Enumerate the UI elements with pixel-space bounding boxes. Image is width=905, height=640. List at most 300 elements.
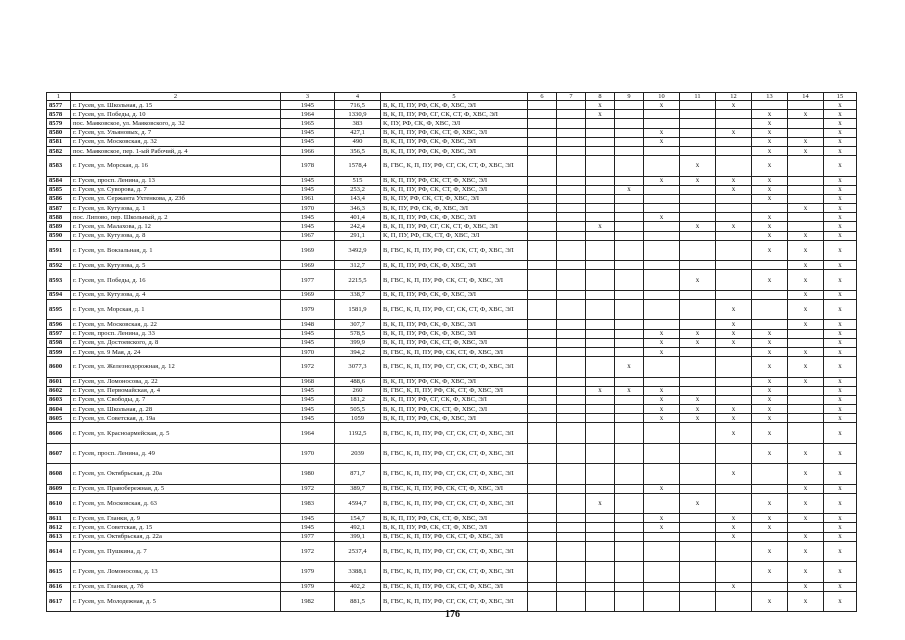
- empty-cell-col-11: [680, 357, 716, 377]
- table-row: [47, 185, 857, 194]
- address-cell: г. Гусев, просп. Ленина, д. 13: [71, 176, 281, 185]
- mark-cell-col-12: x: [716, 176, 752, 185]
- mark-cell-col-11: x: [680, 176, 716, 185]
- record-number: 8577: [47, 101, 71, 110]
- table-row: [47, 110, 857, 119]
- mark-cell-col-15: x: [824, 582, 857, 591]
- empty-cell-col-11: [680, 204, 716, 213]
- mark-cell-col-12: x: [716, 320, 752, 329]
- mark-cell-col-14: x: [788, 484, 824, 493]
- year-cell: 1945: [281, 213, 335, 222]
- empty-cell-col-9: [615, 261, 644, 270]
- works-list-cell: В, К, П, ПУ, РФ, СК, Ф, ХВС, ЭЛ: [381, 329, 528, 338]
- year-cell: 1969: [281, 261, 335, 270]
- table-row: [47, 357, 857, 377]
- table-row: [47, 156, 857, 176]
- empty-cell-col-6: [528, 423, 557, 443]
- year-cell: 1977: [281, 270, 335, 290]
- mark-cell-col-12: x: [716, 338, 752, 347]
- empty-cell-col-11: [680, 194, 716, 203]
- empty-cell-col-8: [586, 299, 615, 319]
- empty-cell-col-10: [644, 204, 680, 213]
- record-number: 8617: [47, 591, 71, 611]
- mark-cell-col-13: x: [752, 240, 788, 260]
- year-cell: 1972: [281, 357, 335, 377]
- empty-cell-col-12: [716, 204, 752, 213]
- table-row: [47, 405, 857, 414]
- empty-cell-col-6: [528, 128, 557, 137]
- record-number: 8594: [47, 290, 71, 299]
- mark-cell-col-13: x: [752, 146, 788, 155]
- mark-cell-col-8: x: [586, 101, 615, 110]
- empty-cell-col-7: [557, 464, 586, 484]
- empty-cell-col-9: [615, 395, 644, 404]
- mark-cell-col-14: x: [788, 514, 824, 523]
- mark-cell-col-10: x: [644, 523, 680, 532]
- year-cell: 1979: [281, 562, 335, 582]
- mark-cell-col-15: x: [824, 414, 857, 423]
- table-row: [47, 514, 857, 523]
- mark-cell-col-13: x: [752, 562, 788, 582]
- empty-cell-col-8: [586, 405, 615, 414]
- column-header-1: 1: [47, 93, 71, 101]
- empty-cell-col-12: [716, 137, 752, 146]
- empty-cell-col-12: [716, 156, 752, 176]
- table-row: [47, 464, 857, 484]
- year-cell: 1945: [281, 414, 335, 423]
- area-cell: 881,5: [335, 591, 381, 611]
- year-cell: 1945: [281, 338, 335, 347]
- empty-cell-col-8: [586, 395, 615, 404]
- mark-cell-col-12: x: [716, 405, 752, 414]
- empty-cell-col-13: [752, 290, 788, 299]
- empty-cell-col-7: [557, 423, 586, 443]
- mark-cell-col-11: x: [680, 414, 716, 423]
- works-list-cell: В, К, П, ПУ, РФ, СК, Ф, ХВС, ЭЛ: [381, 261, 528, 270]
- record-number: 8601: [47, 377, 71, 386]
- table-row: [47, 395, 857, 404]
- year-cell: 1978: [281, 156, 335, 176]
- works-list-cell: В, ГВС, К, П, ПУ, РФ, СГ, СК, СТ, Ф, ХВС, ЭЛ: [381, 299, 528, 319]
- works-list-cell: К, П, ПУ, РФ, СК, СТ, Ф, ХВС, ЭЛ: [381, 231, 528, 240]
- empty-cell-col-11: [680, 562, 716, 582]
- works-list-cell: В, ГВС, К, П, ПУ, РФ, СК, СТ, Ф, ХВС, ЭЛ: [381, 386, 528, 395]
- empty-cell-col-11: [680, 386, 716, 395]
- record-number: 8600: [47, 357, 71, 377]
- column-header-12: 12: [716, 93, 752, 101]
- empty-cell-col-10: [644, 357, 680, 377]
- record-number: 8608: [47, 464, 71, 484]
- works-list-cell: В, ГВС, К, П, ПУ, РФ, СК, СТ, Ф, ХВС, ЭЛ: [381, 347, 528, 356]
- empty-cell-col-12: [716, 146, 752, 155]
- address-cell: г. Гусев, ул. Кутузова, д. 4: [71, 290, 281, 299]
- table-row: [47, 222, 857, 231]
- mark-cell-col-13: x: [752, 423, 788, 443]
- mark-cell-col-15: x: [824, 320, 857, 329]
- area-cell: 3077,3: [335, 357, 381, 377]
- empty-cell-col-6: [528, 464, 557, 484]
- empty-cell-col-7: [557, 523, 586, 532]
- mark-cell-col-10: x: [644, 414, 680, 423]
- table-row: [47, 204, 857, 213]
- empty-cell-col-9: [615, 204, 644, 213]
- mark-cell-col-13: x: [752, 377, 788, 386]
- mark-cell-col-15: x: [824, 464, 857, 484]
- empty-cell-col-7: [557, 128, 586, 137]
- mark-cell-col-14: x: [788, 493, 824, 513]
- empty-cell-col-13: [752, 261, 788, 270]
- empty-cell-col-7: [557, 405, 586, 414]
- mark-cell-col-10: x: [644, 347, 680, 356]
- record-number: 8578: [47, 110, 71, 119]
- empty-cell-col-12: [716, 261, 752, 270]
- works-list-cell: В, К, П, ПУ, РФ, СК, СТ, Ф, ХВС, ЭЛ: [381, 405, 528, 414]
- empty-cell-col-10: [644, 119, 680, 128]
- empty-cell-col-11: [680, 523, 716, 532]
- empty-cell-col-8: [586, 377, 615, 386]
- record-number: 8593: [47, 270, 71, 290]
- mark-cell-col-13: x: [752, 338, 788, 347]
- empty-cell-col-11: [680, 532, 716, 541]
- empty-cell-col-10: [644, 261, 680, 270]
- mark-cell-col-13: x: [752, 128, 788, 137]
- year-cell: 1945: [281, 386, 335, 395]
- works-list-cell: В, ГВС, К, П, ПУ, РФ, СГ, СК, СТ, Ф, ХВС, ЭЛ: [381, 493, 528, 513]
- empty-cell-col-14: [788, 194, 824, 203]
- column-header-15: 15: [824, 93, 857, 101]
- empty-cell-col-12: [716, 443, 752, 463]
- empty-cell-col-11: [680, 484, 716, 493]
- empty-cell-col-6: [528, 299, 557, 319]
- year-cell: 1945: [281, 101, 335, 110]
- area-cell: 488,6: [335, 377, 381, 386]
- empty-cell-col-11: [680, 261, 716, 270]
- empty-cell-col-14: [788, 329, 824, 338]
- empty-cell-col-14: [788, 338, 824, 347]
- empty-cell-col-10: [644, 541, 680, 561]
- works-list-cell: В, ГВС, К, П, ПУ, РФ, СК, СТ, Ф, ХВС, ЭЛ: [381, 270, 528, 290]
- empty-cell-col-10: [644, 156, 680, 176]
- record-number: 8586: [47, 194, 71, 203]
- empty-cell-col-8: [586, 423, 615, 443]
- empty-cell-col-11: [680, 423, 716, 443]
- empty-cell-col-12: [716, 270, 752, 290]
- mark-cell-col-15: x: [824, 523, 857, 532]
- mark-cell-col-15: x: [824, 156, 857, 176]
- empty-cell-col-12: [716, 377, 752, 386]
- column-header-7: 7: [557, 93, 586, 101]
- record-number: 8598: [47, 338, 71, 347]
- mark-cell-col-12: x: [716, 329, 752, 338]
- mark-cell-col-14: x: [788, 146, 824, 155]
- area-cell: 490: [335, 137, 381, 146]
- mark-cell-col-15: x: [824, 128, 857, 137]
- empty-cell-col-9: [615, 582, 644, 591]
- year-cell: 1970: [281, 443, 335, 463]
- address-cell: г. Гусев, ул. Ломоносова, д. 13: [71, 562, 281, 582]
- mark-cell-col-8: x: [586, 493, 615, 513]
- empty-cell-col-11: [680, 119, 716, 128]
- empty-cell-col-7: [557, 386, 586, 395]
- empty-cell-col-12: [716, 194, 752, 203]
- mark-cell-col-15: x: [824, 347, 857, 356]
- record-number: 8591: [47, 240, 71, 260]
- record-number: 8590: [47, 231, 71, 240]
- mark-cell-col-11: x: [680, 156, 716, 176]
- mark-cell-col-12: x: [716, 414, 752, 423]
- empty-cell-col-9: [615, 119, 644, 128]
- empty-cell-col-7: [557, 222, 586, 231]
- area-cell: 154,7: [335, 514, 381, 523]
- empty-cell-col-14: [788, 414, 824, 423]
- table-row: [47, 338, 857, 347]
- address-cell: г. Гусев, ул. Ломоносова, д. 22: [71, 377, 281, 386]
- empty-cell-col-14: [788, 423, 824, 443]
- area-cell: 338,7: [335, 290, 381, 299]
- year-cell: 1980: [281, 464, 335, 484]
- year-cell: 1970: [281, 347, 335, 356]
- mark-cell-col-15: x: [824, 541, 857, 561]
- empty-cell-col-6: [528, 137, 557, 146]
- empty-cell-col-8: [586, 320, 615, 329]
- mark-cell-col-13: x: [752, 414, 788, 423]
- column-header-10: 10: [644, 93, 680, 101]
- area-cell: 1192,5: [335, 423, 381, 443]
- address-cell: г. Гусев, ул. Школьная, д. 15: [71, 101, 281, 110]
- mark-cell-col-14: x: [788, 541, 824, 561]
- address-cell: г. Гусев, просп. Ленина, д. 33: [71, 329, 281, 338]
- area-cell: 307,7: [335, 320, 381, 329]
- empty-cell-col-9: [615, 101, 644, 110]
- mark-cell-col-15: x: [824, 299, 857, 319]
- empty-cell-col-7: [557, 514, 586, 523]
- empty-cell-col-6: [528, 176, 557, 185]
- empty-cell-col-7: [557, 194, 586, 203]
- works-list-cell: В, К, П, ПУ, РФ, СК, СТ, Ф, ХВС, ЭЛ: [381, 523, 528, 532]
- table-row: [47, 213, 857, 222]
- mark-cell-col-13: x: [752, 119, 788, 128]
- empty-cell-col-14: [788, 222, 824, 231]
- mark-cell-col-15: x: [824, 176, 857, 185]
- empty-cell-col-8: [586, 582, 615, 591]
- empty-cell-col-6: [528, 347, 557, 356]
- address-cell: г. Гусев, ул. Морская, д. 1: [71, 299, 281, 319]
- record-number: 8611: [47, 514, 71, 523]
- table-row: [47, 484, 857, 493]
- area-cell: 578,5: [335, 329, 381, 338]
- mark-cell-col-14: x: [788, 591, 824, 611]
- table-row: [47, 270, 857, 290]
- address-cell: г. Гусев, ул. Железнодорожная, д. 12: [71, 357, 281, 377]
- mark-cell-col-15: x: [824, 185, 857, 194]
- empty-cell-col-12: [716, 541, 752, 561]
- empty-cell-col-6: [528, 240, 557, 260]
- works-list-cell: В, ГВС, К, П, ПУ, РФ, СК, СТ, Ф, ХВС, ЭЛ: [381, 532, 528, 541]
- empty-cell-col-14: [788, 523, 824, 532]
- area-cell: 402,2: [335, 582, 381, 591]
- mark-cell-col-13: x: [752, 357, 788, 377]
- record-number: 8592: [47, 261, 71, 270]
- works-list-cell: В, К, П, ПУ, РФ, СК, Ф, ХВС, ЭЛ: [381, 377, 528, 386]
- empty-cell-col-8: [586, 443, 615, 463]
- works-list-cell: В, ГВС, К, П, ПУ, РФ, СГ, СК, СТ, Ф, ХВС, ЭЛ: [381, 443, 528, 463]
- table-row: [47, 128, 857, 137]
- empty-cell-col-7: [557, 320, 586, 329]
- empty-cell-col-10: [644, 194, 680, 203]
- mark-cell-col-15: x: [824, 377, 857, 386]
- table-row: [47, 493, 857, 513]
- column-header-5: 5: [381, 93, 528, 101]
- empty-cell-col-8: [586, 240, 615, 260]
- address-cell: г. Гусев, ул. Первомайская, д. 4: [71, 386, 281, 395]
- mark-cell-col-15: x: [824, 270, 857, 290]
- year-cell: 1964: [281, 110, 335, 119]
- column-header-6: 6: [528, 93, 557, 101]
- area-cell: 260: [335, 386, 381, 395]
- mark-cell-col-15: x: [824, 514, 857, 523]
- empty-cell-col-6: [528, 261, 557, 270]
- empty-cell-col-6: [528, 329, 557, 338]
- empty-cell-col-7: [557, 541, 586, 561]
- empty-cell-col-10: [644, 582, 680, 591]
- empty-cell-col-13: [752, 582, 788, 591]
- empty-cell-col-6: [528, 386, 557, 395]
- mark-cell-col-15: x: [824, 405, 857, 414]
- empty-cell-col-9: [615, 270, 644, 290]
- empty-cell-col-10: [644, 290, 680, 299]
- address-cell: г. Гусев, ул. Школьная, д. 28: [71, 405, 281, 414]
- mark-cell-col-14: x: [788, 464, 824, 484]
- address-cell: г. Гусев, ул. Кутузова, д. 8: [71, 231, 281, 240]
- year-cell: 1961: [281, 194, 335, 203]
- works-list-cell: В, ГВС, К, П, ПУ, РФ, СГ, СК, СТ, Ф, ХВС, ЭЛ: [381, 240, 528, 260]
- empty-cell-col-9: [615, 493, 644, 513]
- empty-cell-col-13: [752, 299, 788, 319]
- empty-cell-col-7: [557, 119, 586, 128]
- column-header-8: 8: [586, 93, 615, 101]
- empty-cell-col-10: [644, 493, 680, 513]
- works-list-cell: В, К, П, ПУ, РФ, СК, СТ, Ф, ХВС, ЭЛ: [381, 128, 528, 137]
- table-row: [47, 101, 857, 110]
- empty-cell-col-7: [557, 562, 586, 582]
- empty-cell-col-10: [644, 110, 680, 119]
- empty-cell-col-8: [586, 231, 615, 240]
- table-row: [47, 562, 857, 582]
- area-cell: 505,5: [335, 405, 381, 414]
- empty-cell-col-7: [557, 357, 586, 377]
- mark-cell-col-13: x: [752, 222, 788, 231]
- column-header-4: 4: [335, 93, 381, 101]
- table-row: [47, 532, 857, 541]
- table-row: [47, 146, 857, 155]
- year-cell: 1945: [281, 137, 335, 146]
- empty-cell-col-7: [557, 377, 586, 386]
- mark-cell-col-12: x: [716, 423, 752, 443]
- mark-cell-col-14: x: [788, 562, 824, 582]
- year-cell: 1972: [281, 484, 335, 493]
- works-list-cell: В, К, П, ПУ, РФ, СК, СТ, Ф, ХВС, ЭЛ: [381, 514, 528, 523]
- mark-cell-col-13: x: [752, 405, 788, 414]
- mark-cell-col-13: x: [752, 347, 788, 356]
- empty-cell-col-14: [788, 405, 824, 414]
- year-cell: 1969: [281, 240, 335, 260]
- area-cell: 2537,4: [335, 541, 381, 561]
- address-cell: г. Гусев, ул. Малахова, д. 12: [71, 222, 281, 231]
- year-cell: 1966: [281, 146, 335, 155]
- column-header-9: 9: [615, 93, 644, 101]
- address-cell: г. Гусев, ул. Октябрьская, д. 20а: [71, 464, 281, 484]
- empty-cell-col-8: [586, 523, 615, 532]
- record-number: 8599: [47, 347, 71, 356]
- empty-cell-col-9: [615, 347, 644, 356]
- address-cell: г. Гусев, ул. Победы, д. 10: [71, 110, 281, 119]
- mark-cell-col-10: x: [644, 386, 680, 395]
- empty-cell-col-10: [644, 562, 680, 582]
- empty-cell-col-11: [680, 185, 716, 194]
- table-row: [47, 582, 857, 591]
- area-cell: 1578,4: [335, 156, 381, 176]
- area-cell: 2215,5: [335, 270, 381, 290]
- works-list-cell: В, К, ПУ, РФ, СК, Ф, ХВС, ЭЛ: [381, 204, 528, 213]
- area-cell: 242,4: [335, 222, 381, 231]
- empty-cell-col-9: [615, 213, 644, 222]
- address-cell: пос. Маяковское, пер. 1-ый Рабочий, д. 4: [71, 146, 281, 155]
- works-list-cell: В, ГВС, К, П, ПУ, РФ, СГ, СК, СТ, Ф, ХВС, ЭЛ: [381, 423, 528, 443]
- empty-cell-col-7: [557, 582, 586, 591]
- empty-cell-col-6: [528, 562, 557, 582]
- empty-cell-col-12: [716, 395, 752, 404]
- empty-cell-col-6: [528, 405, 557, 414]
- empty-cell-col-8: [586, 329, 615, 338]
- address-cell: пос. Липово, пер. Школьный, д. 2: [71, 213, 281, 222]
- mark-cell-col-12: x: [716, 582, 752, 591]
- record-number: 8585: [47, 185, 71, 194]
- empty-cell-col-6: [528, 377, 557, 386]
- empty-cell-col-6: [528, 443, 557, 463]
- empty-cell-col-11: [680, 240, 716, 260]
- works-list-cell: В, ГВС, К, П, ПУ, РФ, СГ, СК, СТ, Ф, ХВС, ЭЛ: [381, 541, 528, 561]
- empty-cell-col-6: [528, 270, 557, 290]
- empty-cell-col-7: [557, 395, 586, 404]
- empty-cell-col-6: [528, 156, 557, 176]
- mark-cell-col-13: x: [752, 110, 788, 119]
- year-cell: 1972: [281, 541, 335, 561]
- year-cell: 1979: [281, 582, 335, 591]
- empty-cell-col-9: [615, 484, 644, 493]
- empty-cell-col-7: [557, 329, 586, 338]
- empty-cell-col-7: [557, 493, 586, 513]
- record-number: 8597: [47, 329, 71, 338]
- table-row: [47, 329, 857, 338]
- empty-cell-col-9: [615, 110, 644, 119]
- empty-cell-col-10: [644, 532, 680, 541]
- empty-cell-col-11: [680, 137, 716, 146]
- area-cell: 356,5: [335, 146, 381, 155]
- empty-cell-col-10: [644, 377, 680, 386]
- empty-cell-col-9: [615, 443, 644, 463]
- column-header-11: 11: [680, 93, 716, 101]
- record-number: 8607: [47, 443, 71, 463]
- empty-cell-col-12: [716, 231, 752, 240]
- empty-cell-col-13: [752, 484, 788, 493]
- mark-cell-col-12: x: [716, 523, 752, 532]
- table-row: [47, 240, 857, 260]
- empty-cell-col-6: [528, 541, 557, 561]
- table-row: [47, 119, 857, 128]
- mark-cell-col-15: x: [824, 493, 857, 513]
- mark-cell-col-14: x: [788, 299, 824, 319]
- area-cell: 4594,7: [335, 493, 381, 513]
